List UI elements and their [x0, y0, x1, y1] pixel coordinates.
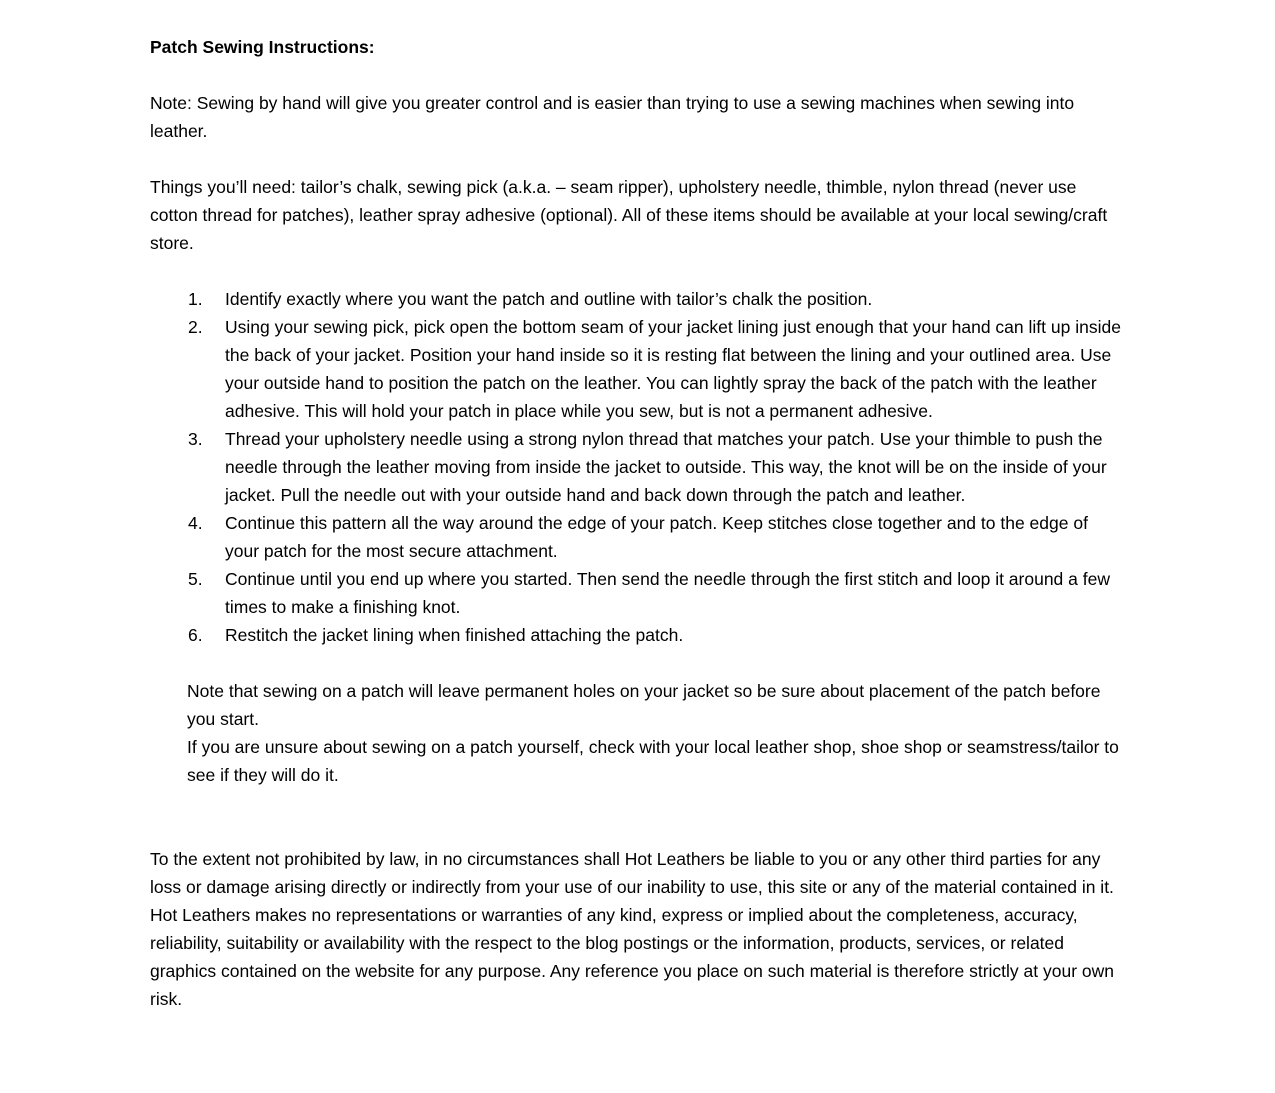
- supplies-paragraph: Things you’ll need: tailor’s chalk, sewing pick (a.k.a. – seam ripper), upholstery needle, thimble, nylon thread (never use cotton thread for patches), leather spray adhesive (optional). All of these items should be available at your local sewing/craft store.: [150, 177, 1108, 253]
- step-text: Thread your upholstery needle using a strong nylon thread that matches your patch. Use your thimble to push the needle through the leather moving from inside the jacket to outside. This way, the knot will be on the inside of your jacket. Pull the needle out with your outside hand and back down through the patch and leather.: [225, 429, 1107, 505]
- list-item: [150, 621, 1125, 649]
- alternative-note-paragraph: If you are unsure about sewing on a patch yourself, check with your local leather shop, shoe shop or seamstress/tailor to see if they will do it.: [187, 737, 1119, 785]
- steps-list: [150, 285, 1125, 649]
- page-title: Patch Sewing Instructions:: [150, 37, 375, 57]
- list-item: [150, 313, 1125, 425]
- step-text: Using your sewing pick, pick open the bottom seam of your jacket lining just enough that your hand can lift up inside the back of your jacket. Position your hand inside so it is resting flat between the lining and your outlined area. Use your outside hand to position the patch on the leather. You can lightly spray the back of the patch with the leather adhesive. This will hold your patch in place while you sew, but is not a permanent adhesive.: [225, 317, 1121, 421]
- step-text: Continue until you end up where you started. Then send the needle through the first stitch and loop it around a few times to make a finishing knot.: [225, 569, 1110, 617]
- list-item: [150, 509, 1125, 565]
- step-number: 2.: [188, 317, 203, 337]
- step-text: Restitch the jacket lining when finished attaching the patch.: [225, 625, 684, 645]
- step-number: 4.: [188, 513, 203, 533]
- list-item: [150, 285, 1125, 313]
- step-text: Continue this pattern all the way around the edge of your patch. Keep stitches close together and to the edge of your patch for the most secure attachment.: [225, 513, 1088, 561]
- notes-block: [150, 677, 1125, 789]
- intro-note-paragraph: Note: Sewing by hand will give you greater control and is easier than trying to use a sewing machines when sewing into leather.: [150, 93, 1075, 141]
- step-number: 3.: [188, 429, 203, 449]
- step-number: 6.: [188, 625, 203, 645]
- list-item: [150, 565, 1125, 621]
- step-text: Identify exactly where you want the patch and outline with tailor’s chalk the position.: [225, 289, 873, 309]
- disclaimer-paragraph: To the extent not prohibited by law, in no circumstances shall Hot Leathers be liable to you or any other third parties for any loss or damage arising directly or indirectly from your use of our inability to use, this site or any of the material contained in it. Hot Leathers makes no representations or warranties of any kind, express or implied about the completeness, accuracy, reliability, suitability or availability with the respect to the blog postings or the information, products, services, or related graphics contained on the website for any purpose. Any reference you place on such material is therefore strictly at your own risk.: [150, 849, 1114, 1009]
- document-content: [150, 33, 1125, 1013]
- step-number: 1.: [188, 289, 203, 309]
- list-item: [150, 425, 1125, 509]
- step-number: 5.: [188, 569, 203, 589]
- placement-note-paragraph: Note that sewing on a patch will leave permanent holes on your jacket so be sure about placement of the patch before you start.: [187, 681, 1101, 729]
